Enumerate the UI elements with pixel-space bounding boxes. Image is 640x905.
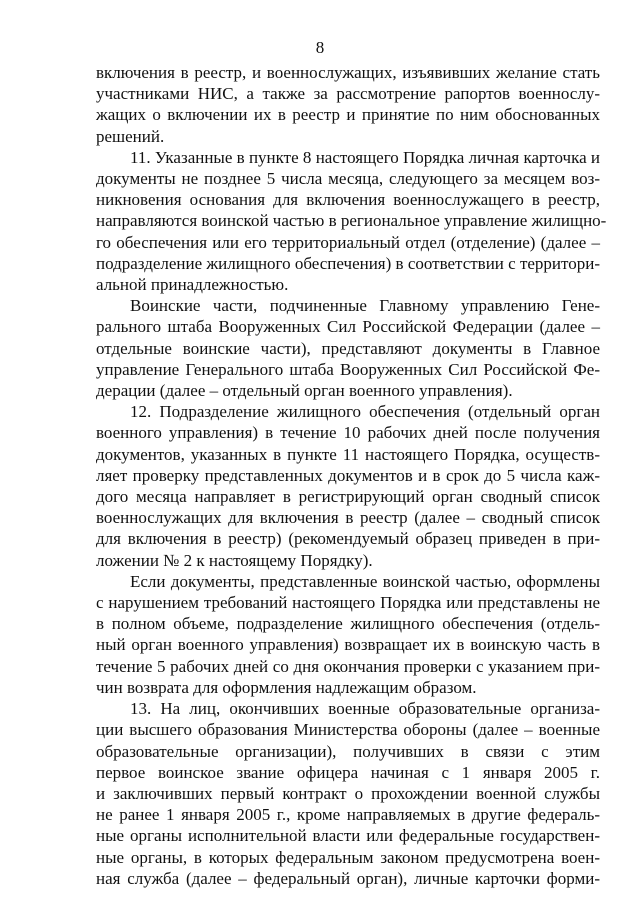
text-line: подразделение жилищного обеспечения) в соответствии с территори- — [96, 253, 600, 273]
text-line: включения в реестр, и военнослужащих, изъявивших желание стать — [96, 63, 600, 82]
text-line: документы не позднее 5 числа месяца, следующего за месяцем воз- — [96, 169, 600, 189]
text-line: го обеспечения или его территориальный отдел (отделение) (далее – — [96, 232, 600, 252]
text-line: чин возврата для оформления надлежащим образом. — [96, 677, 477, 697]
text-line: ные органы исполнительной власти или федеральные государствен- — [96, 826, 600, 846]
text-line: 13. На лиц, окончивших военные образовательные организа- — [130, 699, 600, 719]
text-line: ный орган военного управления) возвращает их в воинскую часть в — [96, 635, 600, 655]
text-line: течение 5 рабочих дней со дня окончания проверки с указанием при- — [96, 656, 600, 676]
text-line: в полном объеме, подразделение жилищного обеспечения (отдель- — [96, 614, 600, 634]
text-line: ложении № 2 к настоящему Порядку). — [96, 550, 373, 570]
text-line: решений. — [96, 126, 165, 146]
text-line: ции высшего образования Министерства обороны (далее – военные — [96, 720, 600, 740]
text-line: отдельные воинские части), представляют документы в Главное — [96, 338, 600, 358]
text-line: дерации (далее – отдельный орган военного управления). — [96, 381, 513, 401]
text-line: никновения основания для включения военнослужащего в реестр, — [96, 190, 600, 210]
text-line: участниками НИС, а также за рассмотрение рапортов военнослу- — [96, 84, 600, 104]
text-line: жащих о включении их в реестр и принятие по ним обоснованных — [96, 105, 600, 125]
text-line: 11. Указанные в пункте 8 настоящего Порядка личная карточка и — [130, 147, 600, 167]
text-line: управление Генерального штаба Вооруженных Сил Российской Фе- — [96, 359, 600, 379]
text-line: ляет проверку представленных документов и в срок до 5 числа каж- — [96, 465, 600, 485]
text-line: рального штаба Вооруженных Сил Российской Федерации (далее – — [96, 317, 600, 337]
text-line: не ранее 1 января 2005 г., кроме направляемых в другие федераль- — [96, 805, 600, 825]
text-line: Если документы, представленные воинской частью, оформлены — [130, 571, 600, 591]
text-line: образовательные организации), получивших в связи с этим — [96, 741, 600, 761]
text-line: направляются воинской частью в региональное управление жилищно- — [96, 211, 607, 231]
text-line: ные органы, в которых федеральным законом предусмотрена воен- — [96, 847, 600, 867]
text-line: и заключивших первый контракт о прохождении военной службы — [96, 783, 600, 803]
text-line: Воинские части, подчиненные Главному управлению Гене- — [130, 296, 600, 316]
text-line: 12. Подразделение жилищного обеспечения (отдельный орган — [130, 402, 600, 422]
text-line: первое воинское звание офицера начиная с 1 января 2005 г. — [96, 762, 600, 782]
document-body — [96, 62, 607, 889]
text-line: альной принадлежностью. — [96, 275, 289, 295]
text-line: с нарушением требований настоящего Порядка или представлены не — [96, 593, 600, 613]
page-number: 8 — [315, 38, 325, 57]
text-line: ная служба (далее – федеральный орган), личные карточки форми- — [96, 868, 600, 888]
text-line: дого месяца направляет в регистрирующий орган сводный список — [96, 487, 600, 507]
text-line: для включения в реестр) (рекомендуемый образец приведен в при- — [96, 529, 600, 549]
text-line: военнослужащих для включения в реестр (далее – сводный список — [96, 508, 600, 528]
text-line: военного управления) в течение 10 рабочих дней после получения — [96, 423, 600, 443]
text-line: документов, указанных в пункте 11 настоящего Порядка, осуществ- — [96, 444, 600, 464]
